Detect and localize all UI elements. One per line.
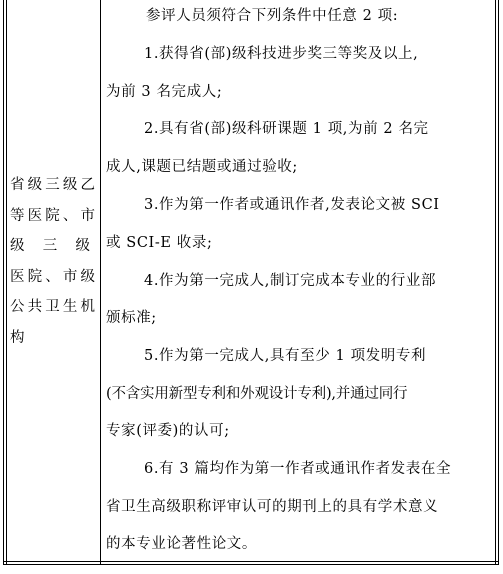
condition-3-line-2: 或 SCI-E 收录; <box>106 235 213 251</box>
condition-2-line-2: 成人,课题已结题或通过验收; <box>106 159 298 175</box>
condition-5-line-2: (不含实用新型专利和外观设计专利),并通过同行 <box>106 386 408 402</box>
column-divider <box>100 0 101 565</box>
condition-5-line-1: 5.作为第一完成人,具有至少 1 项发明专利 <box>144 348 427 364</box>
category-line: 公共卫生机 <box>10 299 96 315</box>
category-line: 省级三级乙 <box>10 177 96 193</box>
category-line: 医院、市级 <box>10 268 96 285</box>
category-line: 构 <box>10 329 26 346</box>
table-bottom-border <box>3 561 499 562</box>
condition-4-line-1: 4.作为第一完成人,制订完成本专业的行业部 <box>144 273 437 289</box>
category-line: 等医院、市 <box>10 207 96 224</box>
condition-2-line-1: 2.具有省(部)级科研课题 1 项,为前 2 名完 <box>144 121 429 137</box>
category-line: 级 三 级 <box>10 238 96 254</box>
condition-1-line-1: 1.获得省(部)级科技进步奖三等奖及以上, <box>144 46 419 62</box>
condition-1-line-2: 为前 3 名完成人; <box>106 84 223 100</box>
condition-4-line-2: 颁标准; <box>106 310 157 326</box>
condition-3-line-1: 3.作为第一作者或通讯作者,发表论文被 SCI <box>144 197 440 213</box>
conditions-intro: 参评人员须符合下列条件中任意 2 项: <box>146 8 399 24</box>
condition-6-line-2: 省卫生高级职称评审认可的期刊上的具有学术意义 <box>106 499 439 515</box>
condition-6-line-3: 的本专业论著性论文。 <box>106 536 257 552</box>
condition-5-line-3: 专家(评委)的认可; <box>106 423 230 439</box>
condition-6-line-1: 6.有 3 篇均作为第一作者或通讯作者发表在全 <box>144 461 452 477</box>
institution-category-cell <box>10 170 96 353</box>
